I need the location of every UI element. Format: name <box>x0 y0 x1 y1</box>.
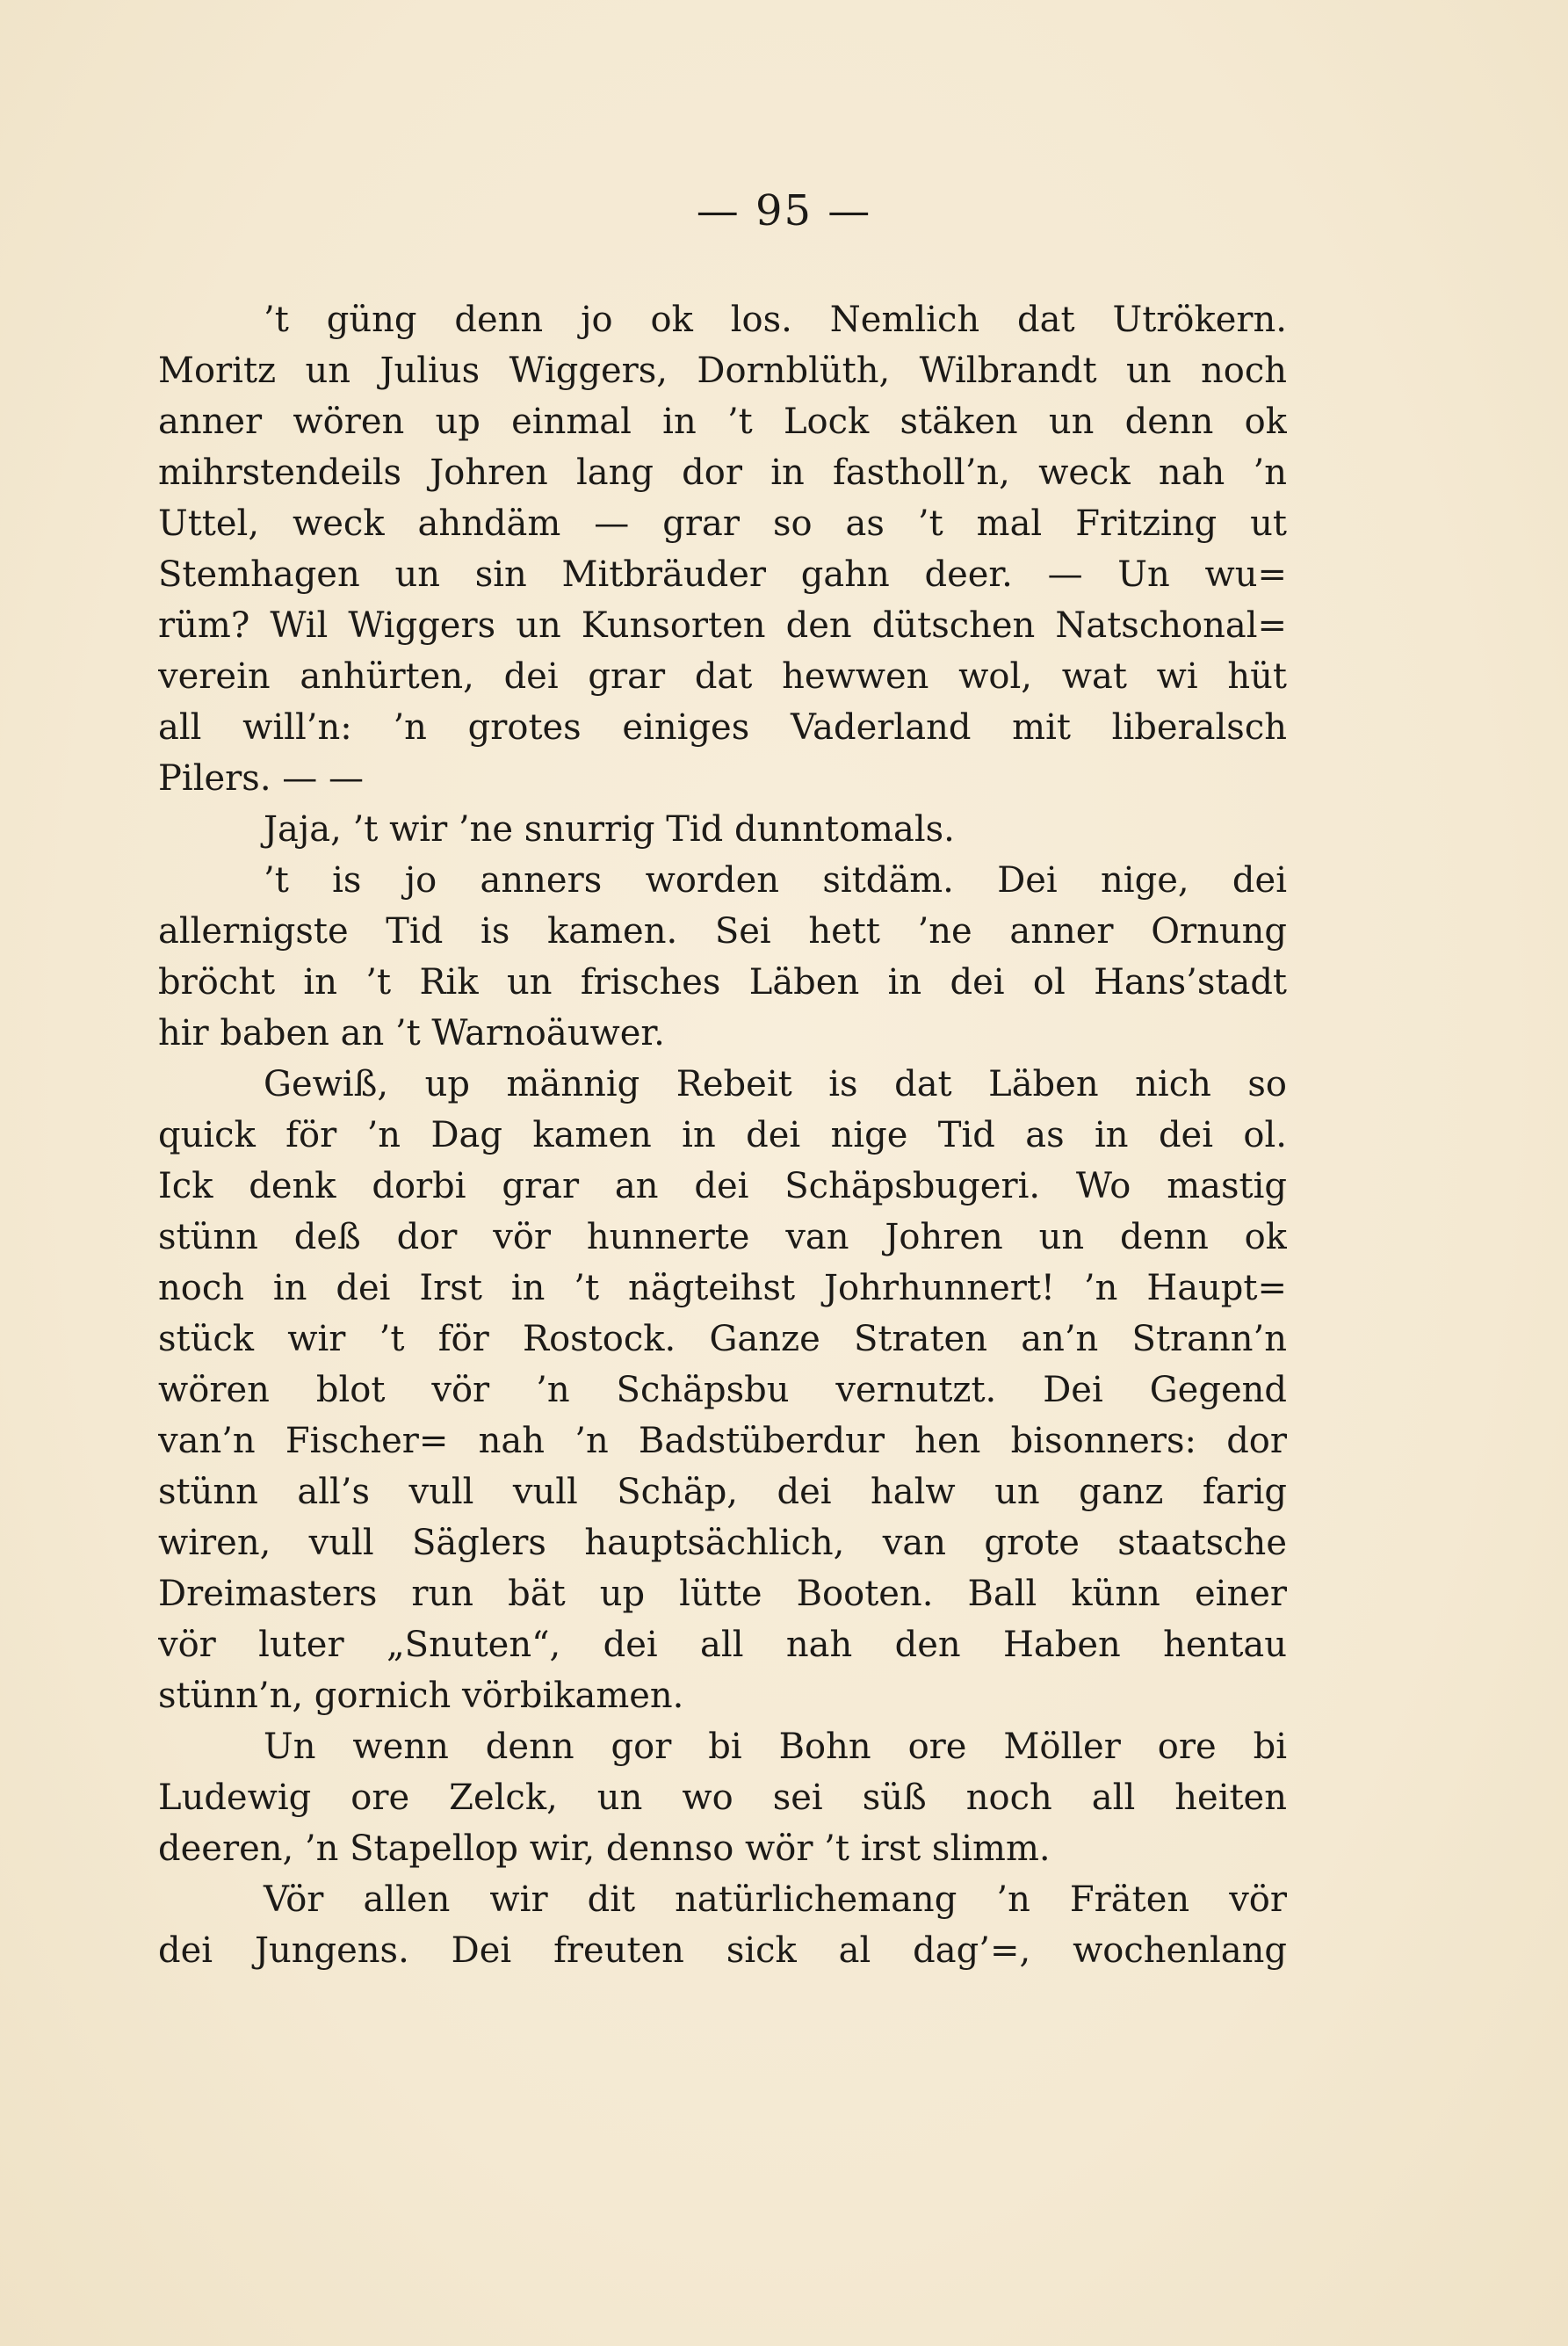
text-line: wiren, vull Säglers hauptsächlich, van grote staatsche <box>158 1523 1287 1563</box>
text-line: all will’n: ’n grotes einiges Vaderland mit liberalsch <box>158 707 1287 748</box>
text-line: ’t is jo anners worden sitdäm. Dei nige, dei <box>264 860 1287 901</box>
text-line: Un wenn denn gor bi Bohn ore Möller ore bi <box>264 1727 1287 1767</box>
page-number: — 95 — <box>696 186 872 235</box>
text-line: Pilers. — — <box>158 758 364 799</box>
text-line: allernigste Tid is kamen. Sei hett ’ne anner Ornung <box>158 911 1287 952</box>
body-text <box>158 294 1287 1976</box>
text-line: rüm? Wil Wiggers un Kunsorten den dütschen Natschonal= <box>158 605 1287 646</box>
text-line: deeren, ’n Stapellop wir, dennso wör ’t irst slimm. <box>158 1828 1051 1869</box>
text-line: Ludewig ore Zelck, un wo sei süß noch all heiten <box>158 1778 1287 1818</box>
text-line: stünn deß dor vör hunnerte van Johren un denn ok <box>158 1217 1287 1257</box>
text-line: Gewiß, up männig Rebeit is dat Läben nich so <box>264 1064 1287 1104</box>
text-line: stünn all’s vull vull Schäp, dei halw un ganz farig <box>158 1472 1287 1512</box>
text-line: bröcht in ’t Rik un frisches Läben in dei ol Hans’stadt <box>158 962 1287 1003</box>
text-line: van’n Fischer= nah ’n Badstüberdur hen bisonners: dor <box>158 1421 1287 1461</box>
text-line: Jaja, ’t wir ’ne snurrig Tid dunntomals. <box>264 809 955 850</box>
text-line: Moritz un Julius Wiggers, Dornblüth, Wilbrandt un noch <box>158 351 1287 391</box>
text-line: wören blot vör ’n Schäpsbu vernutzt. Dei Gegend <box>158 1370 1287 1410</box>
text-line: dei Jungens. Dei freuten sick al dag’=, wochenlang <box>158 1930 1287 1971</box>
text-line: verein anhürten, dei grar dat hewwen wol, wat wi hüt <box>158 656 1287 697</box>
text-line: Ick denk dorbi grar an dei Schäpsbugeri. Wo mastig <box>158 1166 1287 1206</box>
text-line: mihrstendeils Johren lang dor in fastholl’n, weck nah ’n <box>158 453 1287 493</box>
text-line: noch in dei Irst in ’t nägteihst Johrhunnert! ’n Haupt= <box>158 1268 1287 1308</box>
text-line: Vör allen wir dit natürlichemang ’n Fräten vör <box>264 1879 1287 1920</box>
text-line: vör luter „Snuten“, dei all nah den Haben hentau <box>158 1625 1287 1665</box>
text-line: Dreimasters run bät up lütte Booten. Ball künn einer <box>158 1574 1287 1614</box>
text-line: stück wir ’t för Rostock. Ganze Straten an’n Strann’n <box>158 1319 1287 1359</box>
text-line: stünn’n, gornich vörbikamen. <box>158 1676 684 1716</box>
text-line: quick för ’n Dag kamen in dei nige Tid as in dei ol. <box>158 1115 1287 1155</box>
text-line: Uttel, weck ahndäm — grar so as ’t mal Fritzing ut <box>158 503 1287 544</box>
text-line: anner wören up einmal in ’t Lock stäken un denn ok <box>158 402 1287 442</box>
text-line: Stemhagen un sin Mitbräuder gahn deer. — Un wu= <box>158 554 1287 595</box>
text-line: ’t güng denn jo ok los. Nemlich dat Utrökern. <box>264 300 1287 340</box>
text-line: hir baben an ’t Warnoäuwer. <box>158 1013 665 1054</box>
